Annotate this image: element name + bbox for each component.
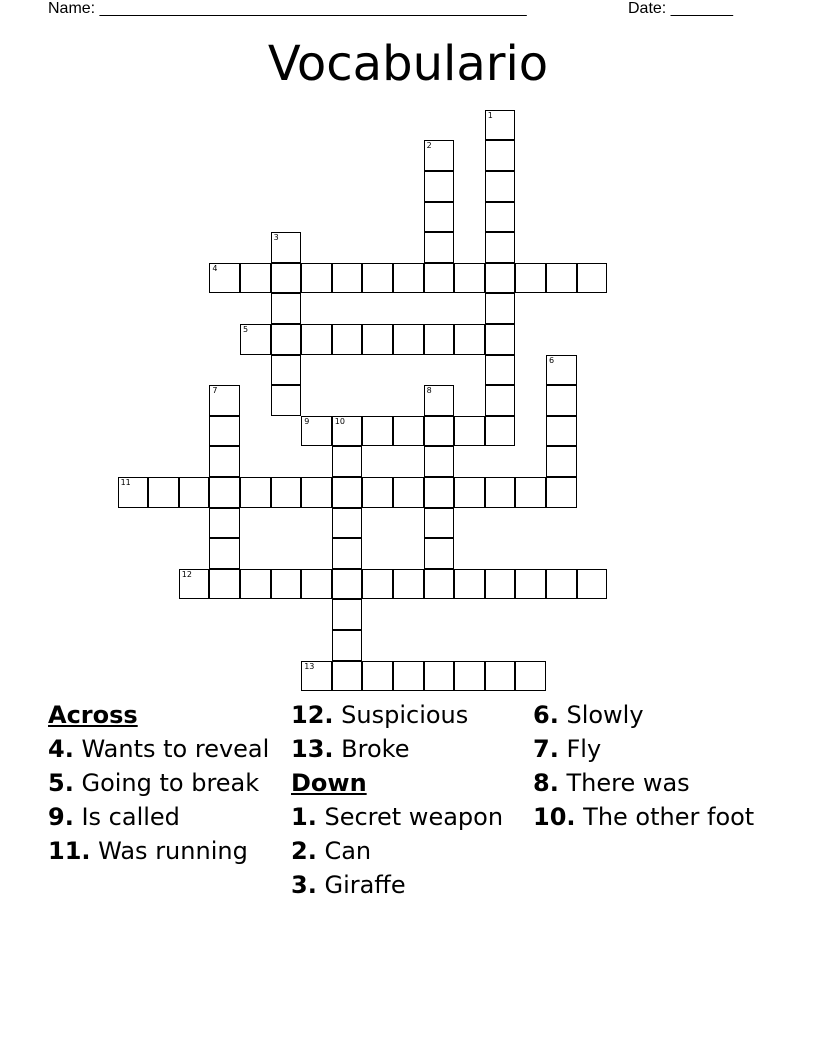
crossword-cell[interactable] (332, 477, 363, 508)
clue-text: Secret weapon (324, 803, 504, 831)
crossword-cell[interactable] (271, 232, 302, 263)
crossword-cell[interactable] (362, 569, 393, 600)
crossword-cell[interactable] (332, 661, 363, 692)
cell-number: 4 (212, 263, 218, 273)
date-field-label: Date: _______ (628, 0, 733, 17)
clue-number: 3. (291, 871, 317, 899)
crossword-cell[interactable] (240, 477, 271, 508)
crossword-cell[interactable] (271, 477, 302, 508)
crossword-cell[interactable] (485, 385, 516, 416)
crossword-cell[interactable] (148, 477, 179, 508)
crossword-cell[interactable] (179, 569, 210, 600)
crossword-cell[interactable] (301, 324, 332, 355)
crossword-cell[interactable] (332, 599, 363, 630)
clue-down-8 (533, 770, 773, 797)
crossword-cell[interactable] (362, 477, 393, 508)
crossword-cell[interactable] (485, 202, 516, 233)
clue-across-9 (48, 804, 273, 831)
cell-number: 3 (273, 233, 279, 243)
cell-number: 5 (243, 325, 249, 334)
clue-number: 5. (48, 769, 74, 797)
clue-text: Was running (98, 837, 248, 865)
crossword-cell[interactable] (577, 569, 608, 600)
crossword-cell[interactable] (209, 477, 240, 508)
crossword-cell[interactable] (240, 263, 271, 294)
clue-text: Broke (341, 735, 410, 763)
clue-number: 7. (533, 735, 559, 763)
crossword-cell[interactable] (209, 385, 240, 416)
clue-across-11 (48, 838, 273, 865)
crossword-cell[interactable] (332, 324, 363, 355)
crossword-cell[interactable] (454, 569, 485, 600)
cell-number: 6 (549, 355, 555, 365)
clues-column-1 (48, 702, 273, 872)
clue-text: There was (566, 769, 690, 797)
clue-text: Going to break (81, 769, 260, 797)
crossword-cell[interactable] (454, 416, 485, 447)
crossword-cell[interactable] (393, 416, 424, 447)
crossword-cell[interactable] (179, 477, 210, 508)
crossword-cell[interactable] (546, 477, 577, 508)
crossword-cell[interactable] (332, 508, 363, 539)
crossword-cell[interactable] (424, 416, 455, 447)
crossword-cell[interactable] (546, 569, 577, 600)
crossword-cell[interactable] (515, 263, 546, 294)
crossword-cell[interactable] (209, 446, 240, 477)
crossword-cell[interactable] (546, 446, 577, 477)
crossword-cell[interactable] (424, 232, 455, 263)
crossword-cell[interactable] (485, 324, 516, 355)
cell-number: 2 (426, 141, 432, 151)
crossword-cell[interactable] (485, 293, 516, 324)
clue-down-1 (291, 804, 516, 831)
crossword-cell[interactable] (362, 324, 393, 355)
crossword-cell[interactable] (546, 263, 577, 294)
crossword-cell[interactable] (301, 569, 332, 600)
clue-down-6 (533, 702, 773, 729)
clue-number: 13. (291, 735, 334, 763)
clue-number: 2. (291, 837, 317, 865)
crossword-cell[interactable] (301, 416, 332, 447)
crossword-cell[interactable] (209, 508, 240, 539)
crossword-cell[interactable] (209, 569, 240, 600)
crossword-cell[interactable] (332, 569, 363, 600)
crossword-cell[interactable] (424, 140, 455, 171)
clue-across-13 (291, 736, 516, 763)
crossword-cell[interactable] (301, 661, 332, 692)
clue-text: Suspicious (341, 701, 469, 729)
crossword-cell[interactable] (393, 324, 424, 355)
clue-text: Giraffe (324, 871, 406, 899)
cell-number: 7 (212, 386, 218, 396)
crossword-cell[interactable] (424, 202, 455, 233)
across-heading: Across (48, 701, 138, 729)
crossword-cell[interactable] (424, 569, 455, 600)
crossword-cell[interactable] (424, 385, 455, 416)
crossword-cell[interactable] (515, 569, 546, 600)
crossword-cell[interactable] (271, 293, 302, 324)
crossword-cell[interactable] (485, 140, 516, 171)
clue-text: Wants to reveal (81, 735, 270, 763)
crossword-cell[interactable] (332, 263, 363, 294)
crossword-cell[interactable] (424, 508, 455, 539)
clue-number: 10. (533, 803, 576, 831)
crossword-cell[interactable] (485, 416, 516, 447)
crossword-cell[interactable] (424, 263, 455, 294)
clue-number: 8. (533, 769, 559, 797)
cell-number: 8 (426, 386, 432, 396)
down-heading: Down (291, 769, 367, 797)
crossword-cell[interactable] (485, 569, 516, 600)
crossword-cell[interactable] (454, 263, 485, 294)
clue-down-7 (533, 736, 773, 763)
crossword-cell[interactable] (424, 661, 455, 692)
crossword-cell[interactable] (424, 171, 455, 202)
crossword-cell[interactable] (209, 538, 240, 569)
crossword-cell[interactable] (240, 569, 271, 600)
crossword-cell[interactable] (118, 477, 149, 508)
clue-number: 9. (48, 803, 74, 831)
crossword-cell[interactable] (362, 416, 393, 447)
crossword-cell[interactable] (424, 477, 455, 508)
page-title: Vocabulario (267, 36, 549, 92)
clue-down-2 (291, 838, 516, 865)
clue-across-4 (48, 736, 273, 763)
clue-number: 4. (48, 735, 74, 763)
clue-number: 6. (533, 701, 559, 729)
clue-text: Fly (566, 735, 602, 763)
crossword-cell[interactable] (271, 263, 302, 294)
crossword-cell[interactable] (424, 538, 455, 569)
clue-down-10 (533, 804, 773, 831)
crossword-cell[interactable] (485, 110, 516, 141)
crossword-cell[interactable] (485, 232, 516, 263)
crossword-cell[interactable] (393, 569, 424, 600)
crossword-cell[interactable] (271, 355, 302, 386)
crossword-cell[interactable] (271, 324, 302, 355)
clue-number: 1. (291, 803, 317, 831)
clue-number: 12. (291, 701, 334, 729)
crossword-cell[interactable] (362, 661, 393, 692)
crossword-cell[interactable] (424, 324, 455, 355)
crossword-cell[interactable] (485, 263, 516, 294)
crossword-cell[interactable] (454, 477, 485, 508)
crossword-cell[interactable] (362, 263, 393, 294)
clue-across-5 (48, 770, 273, 797)
crossword-cell[interactable] (515, 661, 546, 692)
crossword-cell[interactable] (271, 385, 302, 416)
crossword-cell[interactable] (577, 263, 608, 294)
crossword-cell[interactable] (393, 477, 424, 508)
crossword-cell[interactable] (454, 324, 485, 355)
clue-text: The other foot (583, 803, 755, 831)
crossword-cell[interactable] (301, 263, 332, 294)
crossword-cell[interactable] (332, 630, 363, 661)
crossword-cell[interactable] (332, 446, 363, 477)
clue-across-12 (291, 702, 516, 729)
clues-column-2 (291, 702, 516, 906)
crossword-cell[interactable] (209, 416, 240, 447)
crossword-cell[interactable] (332, 538, 363, 569)
cell-number: 9 (304, 416, 310, 426)
crossword-cell[interactable] (301, 477, 332, 508)
crossword-cell[interactable] (271, 569, 302, 600)
crossword-cell[interactable] (485, 355, 516, 386)
clue-text: Can (324, 837, 372, 865)
clues-column-3 (533, 702, 773, 838)
crossword-cell[interactable] (515, 477, 546, 508)
clue-number: 11. (48, 837, 91, 865)
crossword-cell[interactable] (485, 661, 516, 692)
cell-number: 11 (120, 478, 131, 487)
crossword-cell[interactable] (209, 263, 240, 294)
crossword-cell[interactable] (424, 446, 455, 477)
crossword-cell[interactable] (546, 416, 577, 447)
crossword-cell[interactable] (393, 263, 424, 294)
crossword-cell[interactable] (240, 324, 271, 355)
cell-number: 1 (487, 110, 493, 120)
cell-number: 12 (181, 569, 192, 579)
crossword-cell[interactable] (485, 477, 516, 508)
clue-text: Slowly (566, 701, 644, 729)
crossword-cell[interactable] (546, 385, 577, 416)
crossword-cell[interactable] (332, 416, 363, 447)
cell-number: 13 (304, 661, 315, 671)
crossword-cell[interactable] (546, 355, 577, 386)
name-field-label: Name: ________________________________________________ (48, 0, 527, 17)
crossword-cell[interactable] (454, 661, 485, 692)
crossword-cell[interactable] (393, 661, 424, 692)
clue-text: Is called (81, 803, 180, 831)
cell-number: 10 (334, 416, 345, 426)
clue-down-3 (291, 872, 516, 899)
crossword-cell[interactable] (485, 171, 516, 202)
